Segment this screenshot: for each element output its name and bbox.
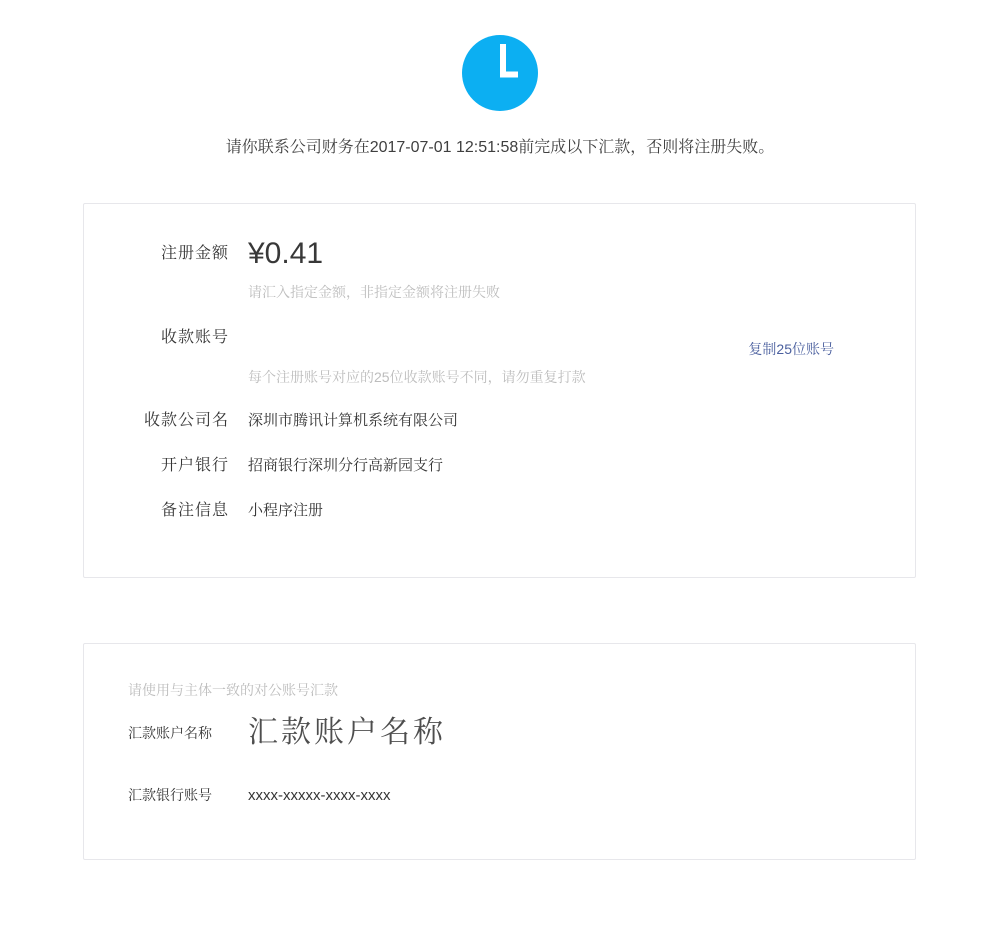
amount-label: 注册金额 — [160, 245, 229, 262]
remitter-account-label: 汇款银行账号 — [128, 787, 212, 803]
receiving-account-note: 每个注册账号对应的25位收款账号不同，请勿重复打款 — [248, 369, 586, 385]
remitter-card — [83, 643, 916, 860]
bank-value: 招商银行深圳分行高新园支行 — [248, 457, 444, 474]
bank-label: 开户银行 — [160, 457, 229, 474]
remitter-account-value: xxxx-xxxxx-xxxx-xxxx — [248, 787, 391, 804]
receiving-account-label: 收款账号 — [160, 329, 229, 346]
remitter-name-value: 汇款账户名称 — [248, 716, 446, 749]
amount-value: ¥0.41 — [248, 237, 324, 270]
remitter-name-label: 汇款账户名称 — [128, 725, 212, 741]
memo-label: 备注信息 — [160, 502, 229, 519]
remitter-notice: 请使用与主体一致的对公账号汇款 — [128, 682, 338, 698]
company-name-label: 收款公司名 — [143, 412, 229, 429]
deadline-notice: 请你联系公司财务在2017-07-01 12:51:58前完成以下汇款，否则将注册失败。 — [225, 139, 775, 156]
company-name-value: 深圳市腾讯计算机系统有限公司 — [248, 412, 459, 429]
memo-value: 小程序注册 — [248, 502, 324, 519]
amount-note: 请汇入指定金额，非指定金额将注册失败 — [248, 284, 500, 300]
clock-icon — [462, 35, 538, 111]
payment-info-card — [83, 203, 916, 578]
copy-account-link[interactable]: 复制25位账号 — [748, 341, 834, 357]
